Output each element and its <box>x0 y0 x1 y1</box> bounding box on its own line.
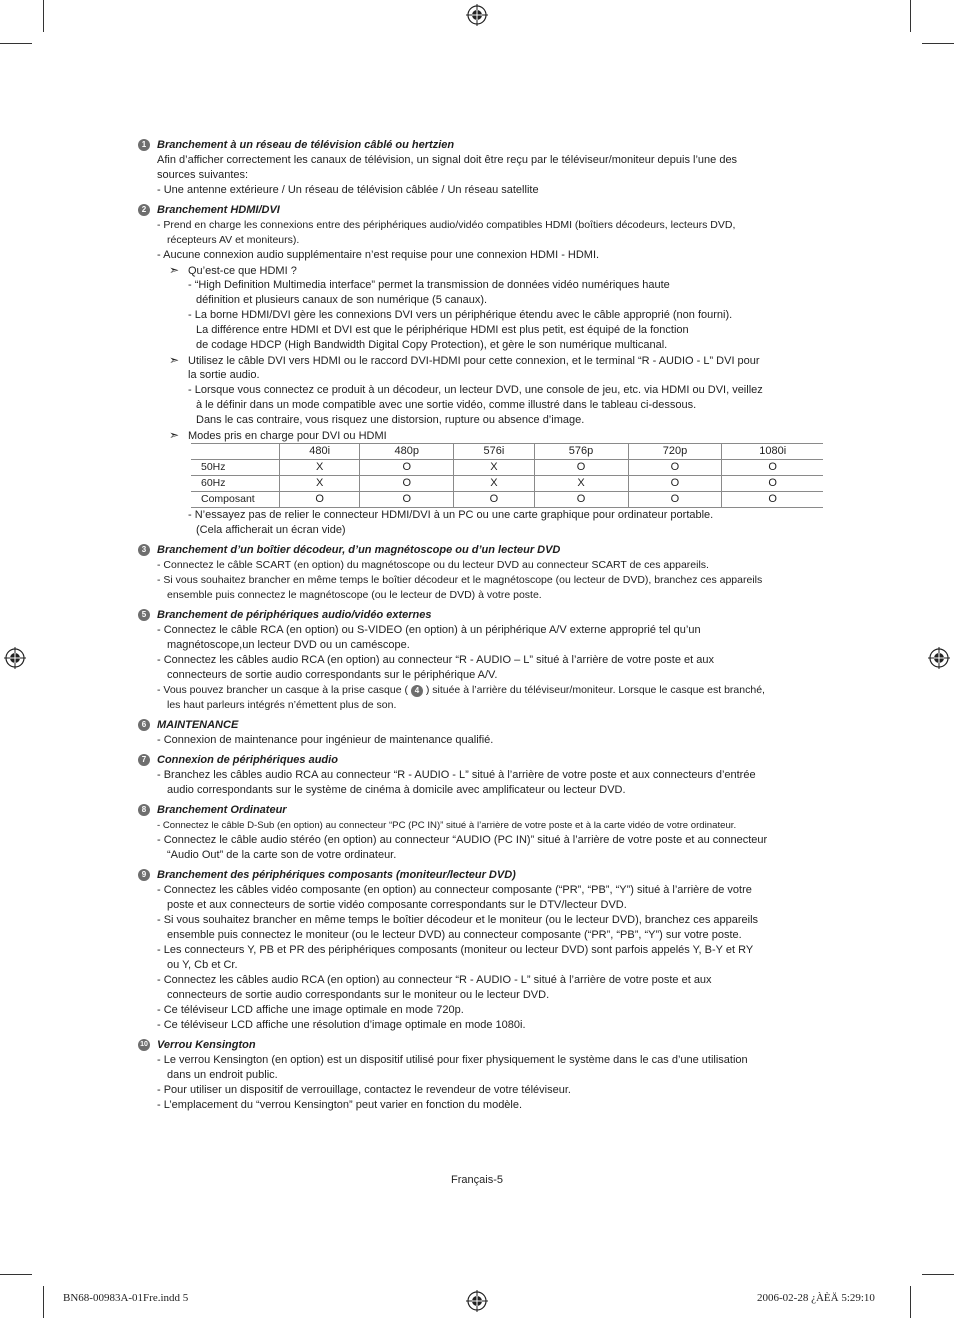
table-cell: O <box>628 460 722 476</box>
crop-mark <box>922 1274 954 1275</box>
table-cell: O <box>360 460 454 476</box>
section-heading <box>138 868 828 883</box>
note-text: la sortie audio. <box>188 369 260 381</box>
section-title: Branchement des périphériques composants (moniteur/lecteur DVD) <box>157 869 516 881</box>
body-line: ou Y, Cb et Cr. <box>167 959 238 971</box>
table-cell: O <box>360 492 454 508</box>
body-line: Dans le cas contraire, vous risquez une distorsion, rupture ou absence d’image. <box>196 414 585 426</box>
table-cell: O <box>722 492 823 508</box>
headphone-jack-number-badge: 4 <box>411 685 423 697</box>
body-line: récepteurs AV et moniteurs). <box>167 234 300 246</box>
table-row <box>191 460 823 476</box>
table-cell: O <box>628 492 722 508</box>
body-line: - Si vous souhaitez brancher en même temps le boîtier décodeur et le magnétoscope (ou lecteur de DVD), branchez ces appareils <box>157 574 763 586</box>
body-line: - Connectez le câble SCART (en option) du magnétoscope ou du lecteur DVD au connecteur SCART de ces appareils. <box>157 559 709 571</box>
body-line: - Connexion de maintenance pour ingénieur de maintenance qualifié. <box>157 734 494 746</box>
body-line: - L’emplacement du “verrou Kensington” peut varier en fonction du modèle. <box>157 1099 523 1111</box>
body-line: - Connectez les câbles audio RCA (en option) au connecteur “R - AUDIO - L” situé à l’arrière de votre poste et aux <box>157 974 712 986</box>
body-line: définition et plusieurs canaux de son numérique (5 canaux). <box>196 294 488 306</box>
body-line: - La borne HDMI/DVI gère les connexions DVI vers un périphérique étendu avec le câble approprié (non fourni). <box>188 309 733 321</box>
body-line: les haut parleurs intégrés n’émettent plus de son. <box>167 699 397 711</box>
body-line: - N’essayez pas de relier le connecteur HDMI/DVI à un PC ou une carte graphique pour ordinateur portable. <box>188 509 714 521</box>
body-line: sources suivantes: <box>157 169 249 181</box>
crop-mark <box>922 43 954 44</box>
table-header-cell: 720p <box>628 444 722 460</box>
body-text: ) située à l’arrière du téléviseur/moniteur. Lorsque le casque est branché, <box>425 684 765 696</box>
table-header-row <box>191 444 823 460</box>
section-heading <box>138 608 828 623</box>
body-line <box>138 683 828 698</box>
note-arrow-icon: ➣ <box>169 428 180 442</box>
body-line: audio correspondants sur le système de cinéma à domicile avec amplificateur ou lecteur DVD. <box>167 784 626 796</box>
table-cell: X <box>454 476 534 492</box>
table-row-label: Composant <box>191 492 280 508</box>
body-line: La différence entre HDMI et DVI est que le périphérique HDMI est plus petit, est équipé de la fonction <box>196 324 689 336</box>
body-line: Afin d’afficher correctement les canaux de télévision, un signal doit être reçu par le téléviseur/moniteur depuis l’une des <box>157 154 738 166</box>
table-cell: O <box>722 460 823 476</box>
body-line: - Ce téléviseur LCD affiche une image optimale en mode 720p. <box>157 1004 464 1016</box>
table-cell: X <box>280 460 360 476</box>
table-header-cell: 1080i <box>722 444 823 460</box>
note-arrow-icon: ➣ <box>169 263 180 277</box>
body-line: ensemble puis connectez le moniteur (ou le lecteur DVD) au connecteur composante (“PR”, “PB”, “Y”) sur votre poste. <box>167 929 742 941</box>
date-slug: 2006-02-28 ¿ÀÈÄ 5:29:10 <box>757 1292 875 1304</box>
table-cell: O <box>534 492 628 508</box>
file-slug: BN68-00983A-01Fre.indd 5 <box>63 1292 189 1304</box>
body-line: - Prend en charge les connexions entre des périphériques audio/vidéo compatibles HDMI (boîtiers décodeurs, lecteurs DVD, <box>157 219 736 231</box>
table-cell: O <box>360 476 454 492</box>
section-number-badge: 5 <box>138 609 150 621</box>
section-heading <box>138 203 828 218</box>
body-line: dans un endroit public. <box>167 1069 278 1081</box>
note-heading <box>138 353 828 368</box>
page-number: Français-5 <box>451 1174 503 1186</box>
note-heading <box>138 263 828 278</box>
table-cell: X <box>280 476 360 492</box>
body-line: - Pour utiliser un dispositif de verrouillage, contactez le revendeur de votre téléviseur. <box>157 1084 571 1096</box>
body-line: - Connectez les câbles audio RCA (en option) au connecteur “R - AUDIO – L” situé à l’arrière de votre poste et aux <box>157 654 715 666</box>
crop-mark <box>0 1274 32 1275</box>
body-line: - Aucune connexion audio supplémentaire n’est requise pour une connexion HDMI - HDMI. <box>157 249 600 261</box>
modes-table <box>191 443 823 508</box>
section-title: Branchement HDMI/DVI <box>157 204 280 216</box>
registration-mark-icon <box>928 647 950 669</box>
section-title: Branchement d’un boîtier décodeur, d’un magnétoscope ou d’un lecteur DVD <box>157 544 561 556</box>
crop-mark <box>43 1286 44 1318</box>
table-header-cell: 576p <box>534 444 628 460</box>
body-line: “Audio Out” de la carte son de votre ordinateur. <box>167 849 397 861</box>
registration-mark-icon <box>466 4 488 26</box>
body-line: poste et aux connecteurs de sortie vidéo composante correspondants sur le DTV/lecteur DVD. <box>167 899 627 911</box>
section-title: Branchement Ordinateur <box>157 804 287 816</box>
table-cell: O <box>534 460 628 476</box>
note-text: Qu’est-ce que HDMI ? <box>188 265 297 277</box>
page-content <box>138 138 828 1113</box>
body-line: - Connectez le câble RCA (en option) ou S-VIDEO (en option) à un périphérique A/V externe approprié tel qu’un <box>157 624 701 636</box>
body-line: de codage HDCP (High Bandwidth Digital Copy Protection), et gère le son numérique multicanal. <box>196 339 668 351</box>
table-header-cell <box>191 444 280 460</box>
section-number-badge: 2 <box>138 204 150 216</box>
section-heading <box>138 718 828 733</box>
table-header-cell: 480p <box>360 444 454 460</box>
section-number-badge: 3 <box>138 544 150 556</box>
section-heading <box>138 138 828 153</box>
section-number-badge: 9 <box>138 869 150 881</box>
body-line: ensemble puis connectez le magnétoscope (ou le lecteur de DVD) à votre poste. <box>167 589 542 601</box>
note-text: Utilisez le câble DVI vers HDMI ou le raccord DVI-HDMI pour cette connexion, et le terminal “R - AUDIO - L” DVI pour <box>188 355 760 367</box>
section-number-badge: 8 <box>138 804 150 816</box>
body-line: - “High Definition Multimedia interface” permet la transmission de données vidéo numériques haute <box>188 279 670 291</box>
section-heading <box>138 1038 828 1053</box>
table-row-label: 50Hz <box>191 460 280 476</box>
section-number-badge: 7 <box>138 754 150 766</box>
table-row <box>191 476 823 492</box>
note-arrow-icon: ➣ <box>169 353 180 367</box>
note-text: Modes pris en charge pour DVI ou HDMI <box>188 430 387 442</box>
body-line: connecteurs de sortie audio correspondants sur le moniteur ou le lecteur DVD. <box>167 989 550 1001</box>
crop-mark <box>910 0 911 32</box>
body-line: - Les connecteurs Y, PB et PR des périphériques composants (moniteur ou lecteur DVD) sont parfois appelés Y, B-Y et RY <box>157 944 754 956</box>
table-cell: O <box>628 476 722 492</box>
body-line: - Connectez le câble D-Sub (en option) au connecteur “PC (PC IN)” situé à l’arrière de votre poste et à la carte vidéo de votre ordinateur. <box>157 820 737 831</box>
section-number-badge: 1 <box>138 139 150 151</box>
section-number-badge: 6 <box>138 719 150 731</box>
section-heading <box>138 543 828 558</box>
crop-mark <box>43 0 44 32</box>
body-line: magnétoscope,un lecteur DVD ou un caméscope. <box>167 639 410 651</box>
registration-mark-icon <box>4 647 26 669</box>
body-line: - Connectez les câbles vidéo composante (en option) au connecteur composante (“PR”, “PB”, “Y”) situé à l’arrière de votre <box>157 884 752 896</box>
crop-mark <box>0 43 32 44</box>
body-line: - Si vous souhaitez brancher en même temps le boîtier décodeur et le moniteur (ou le lecteur DVD), branchez ces appareils <box>157 914 759 926</box>
body-line: - Branchez les câbles audio RCA au connecteur “R - AUDIO - L” situé à l’arrière de votre poste et aux connecteurs d’entrée <box>157 769 756 781</box>
section-heading <box>138 753 828 768</box>
body-line: - Ce téléviseur LCD affiche une résolution d’image optimale en mode 1080i. <box>157 1019 526 1031</box>
table-cell: O <box>280 492 360 508</box>
body-line: - Le verrou Kensington (en option) est un dispositif utilisé pour fixer physiquement le système dans le cas d’une utilisation <box>157 1054 748 1066</box>
section-number-badge: 10 <box>138 1039 150 1051</box>
body-line: - Connectez le câble audio stéréo (en option) au connecteur “AUDIO (PC IN)” situé à l’arrière de votre poste et au connecteur <box>157 834 768 846</box>
section-title: MAINTENANCE <box>157 719 239 731</box>
section-title: Connexion de périphériques audio <box>157 754 338 766</box>
section-title: Branchement à un réseau de télévision câblé ou hertzien <box>157 139 455 151</box>
section-title: Branchement de périphériques audio/vidéo externes <box>157 609 432 621</box>
table-header-cell: 576i <box>454 444 534 460</box>
body-line: (Cela afficherait un écran vide) <box>196 524 346 536</box>
note-heading <box>138 428 828 443</box>
table-cell: O <box>722 476 823 492</box>
table-cell: X <box>454 460 534 476</box>
table-row-label: 60Hz <box>191 476 280 492</box>
table-row <box>191 492 823 508</box>
section-title: Verrou Kensington <box>157 1039 256 1051</box>
registration-mark-icon <box>466 1290 488 1312</box>
body-line: - Lorsque vous connectez ce produit à un décodeur, un lecteur DVD, une console de jeu, etc. via HDMI ou DVI, veillez <box>188 384 763 396</box>
body-line: à le définir dans un mode compatible avec une sortie vidéo, comme illustré dans le tableau ci-dessous. <box>196 399 697 411</box>
section-heading <box>138 803 828 818</box>
body-line: - Une antenne extérieure / Un réseau de télévision câblée / Un réseau satellite <box>157 184 539 196</box>
table-cell: X <box>534 476 628 492</box>
body-line: connecteurs de sortie audio correspondants sur le périphérique A/V. <box>167 669 498 681</box>
body-text: - Vous pouvez brancher un casque à la prise casque ( <box>157 684 408 696</box>
table-cell: O <box>454 492 534 508</box>
crop-mark <box>910 1286 911 1318</box>
table-header-cell: 480i <box>280 444 360 460</box>
